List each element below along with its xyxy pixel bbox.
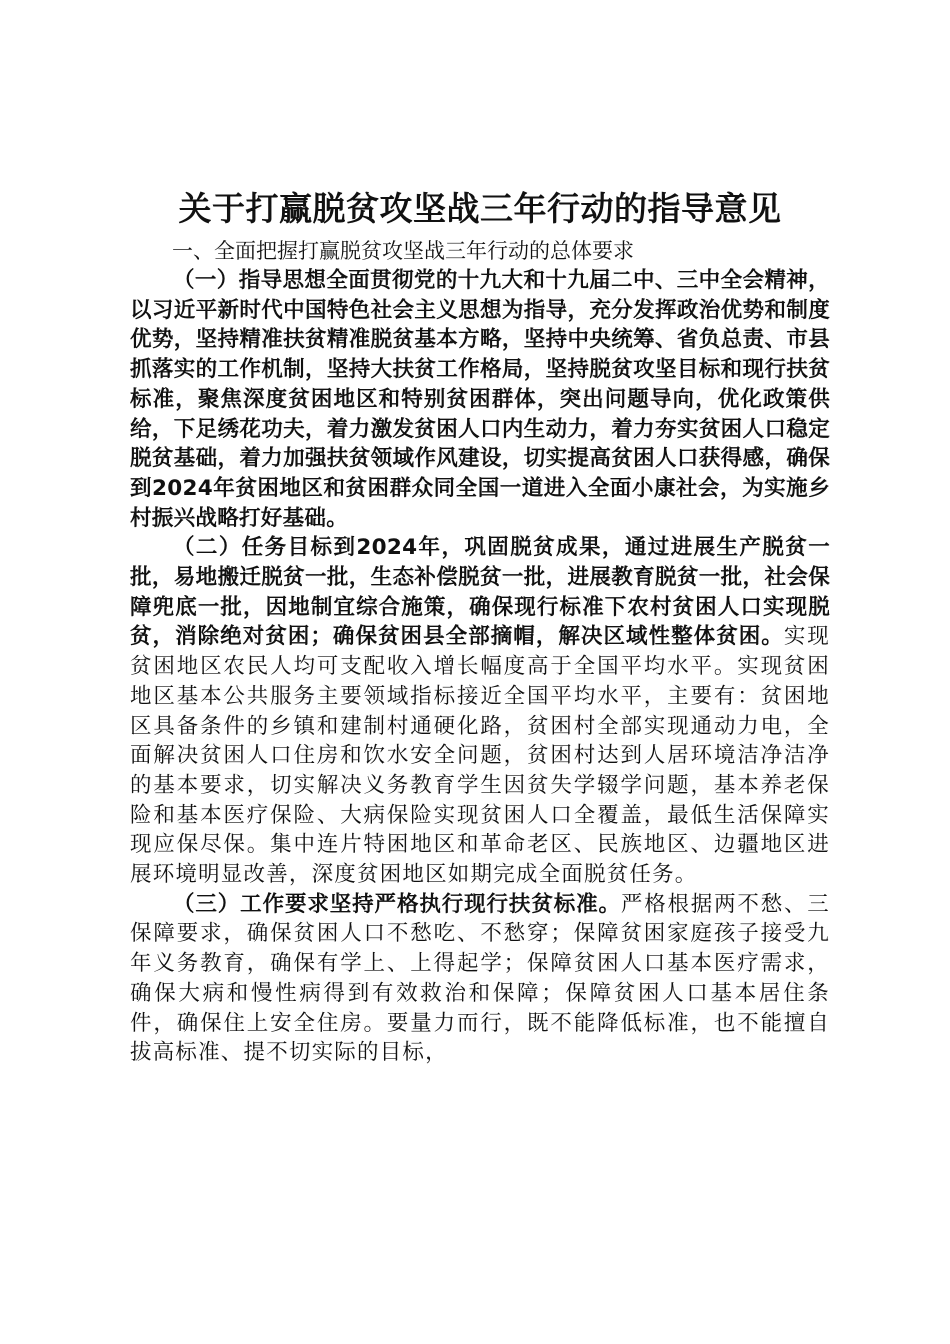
paragraph-work-requirements-regular: 严格根据两不愁、三保障要求，确保贫困人口不愁吃、不愁穿；保障贫困家庭孩子接受九年义务教育，确保有学上、上得起学；保障贫困人口基本医疗需求，确保大病和慢性病得到有效救治和保障；保障贫困人口基本居住条件，确保住上安全住房。要量力而行，既不能降低标准，也不能擅自拔高标准、提不切实际的目标，	[130, 891, 830, 1066]
paragraph-task-goals-bold: （二）任务目标到2024年，巩固脱贫成果，通过进展生产脱贫一批，易地搬迁脱贫一批，生态补偿脱贫一批，进展教育脱贫一批，社会保障兜底一批，因地制宜综合施策，确保现行标准下农村贫困人口实现脱贫，消除绝对贫困；确保贫困县全部摘帽，解决区域性整体贫困。	[130, 535, 830, 650]
document-page	[130, 184, 830, 1068]
paragraph-task-goals	[130, 533, 830, 889]
paragraph-guiding-ideology: （一）指导思想全面贯彻党的十九大和十九届二中、三中全会精神，以习近平新时代中国特色社会主义思想为指导，充分发挥政治优势和制度优势，坚持精准扶贫精准脱贫基本方略，坚持中央统筹、省负总责、市县抓落实的工作机制，坚持大扶贫工作格局，坚持脱贫攻坚目标和现行扶贫标准，聚焦深度贫困地区和特别贫困群体，突出问题导向，优化政策供给，下足绣花功夫，着力激发贫困人口内生动力，着力夯实贫困人口稳定脱贫基础，着力加强扶贫领域作风建设，切实提高贫困人口获得感，确保到2024年贫困地区和贫困群众同全国一道进入全面小康社会，为实施乡村振兴战略打好基础。	[130, 268, 830, 531]
document-title: 关于打赢脱贫攻坚战三年行动的指导意见	[178, 189, 782, 228]
paragraph-work-requirements-bold: （三）工作要求坚持严格执行现行扶贫标准。	[173, 891, 621, 917]
paragraph-work-requirements	[130, 890, 830, 1068]
section-heading-1: 一、全面把握打赢脱贫攻坚战三年行动的总体要求	[172, 239, 634, 263]
paragraph-task-goals-regular: 实现贫困地区农民人均可支配收入增长幅度高于全国平均水平。实现贫困地区基本公共服务主要领域指标接近全国平均水平，主要有：贫困地区具备条件的乡镇和建制村通硬化路，贫困村全部实现通动力电，全面解决贫困人口住房和饮水安全问题，贫困村达到人居环境洁净洁净的基本要求，切实解决义务教育学生因贫失学辍学问题，基本养老保险和基本医疗保险、大病保险实现贫困人口全覆盖，最低生活保障实现应保尽保。集中连片特困地区和革命老区、民族地区、边疆地区进展环境明显改善，深度贫困地区如期完成全面脱贫任务。	[130, 624, 831, 888]
